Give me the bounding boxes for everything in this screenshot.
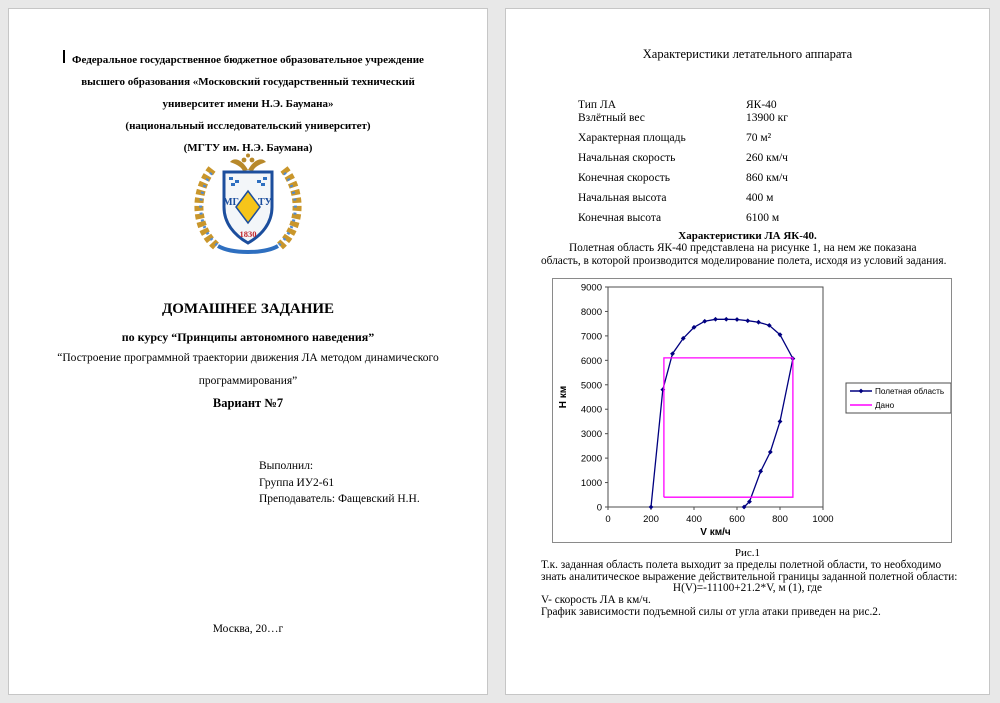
characteristic-row bbox=[578, 99, 777, 111]
char-value: 400 м bbox=[746, 192, 774, 204]
characteristic-row bbox=[578, 172, 788, 184]
char-label: Взлётный вес bbox=[578, 112, 645, 124]
legend-label: Дано bbox=[875, 401, 895, 410]
legend-label: Полетная область bbox=[875, 387, 945, 396]
header-line: университет имени Н.Э. Баумана» bbox=[162, 98, 334, 110]
y-axis-title: Н км bbox=[558, 385, 569, 409]
group-line: Группа ИУ2-61 bbox=[259, 476, 335, 489]
x-tick-label: 0 bbox=[605, 514, 611, 525]
note-next-figure: График зависимости подъемной силы от угла атаки приведен на рис.2. bbox=[541, 606, 881, 618]
y-tick-label: 0 bbox=[596, 502, 602, 514]
header-line: (МГТУ им. Н.Э. Баумана) bbox=[183, 142, 313, 154]
page-2-characteristics[interactable] bbox=[505, 8, 990, 695]
emblem-year: 1830 bbox=[239, 229, 257, 239]
page-1-title-page[interactable] bbox=[8, 8, 488, 695]
char-value: 860 км/ч bbox=[746, 172, 788, 184]
series-line-0 bbox=[651, 319, 793, 507]
teacher-line: Преподаватель: Фащевский Н.Н. bbox=[259, 493, 420, 505]
course-line: по курсу “Принципы автономного наведения” bbox=[121, 330, 375, 344]
characteristic-row bbox=[578, 112, 788, 124]
boundary-formula: H(V)=-11100+21.2*V, м (1), где bbox=[672, 582, 823, 594]
data-point-marker bbox=[713, 317, 718, 322]
header-line: Федеральное государственное бюджетное образовательное учреждение bbox=[72, 54, 424, 66]
y-tick-label: 8000 bbox=[580, 306, 602, 318]
char-value: 6100 м bbox=[746, 212, 780, 224]
series-line-1 bbox=[664, 358, 793, 497]
char-value: 70 м² bbox=[746, 132, 772, 144]
performed-by-label: Выполнил: bbox=[259, 460, 314, 472]
y-tick-label: 5000 bbox=[580, 380, 602, 392]
data-point-marker bbox=[768, 450, 773, 455]
page-2-title: Характеристики летательного аппарата bbox=[642, 47, 853, 61]
y-tick-label: 1000 bbox=[580, 478, 602, 490]
y-tick-label: 7000 bbox=[580, 331, 602, 343]
x-axis-title: V км/ч bbox=[700, 527, 731, 538]
ribbon-bottom bbox=[218, 246, 278, 252]
x-tick-label: 1000 bbox=[812, 514, 834, 525]
author-block bbox=[259, 458, 420, 508]
variant-number: Вариант №7 bbox=[212, 396, 284, 410]
y-tick-label: 4000 bbox=[580, 404, 602, 416]
data-point-marker bbox=[745, 318, 750, 323]
char-label: Конечная скорость bbox=[578, 172, 671, 184]
university-emblem bbox=[186, 149, 310, 257]
characteristic-row bbox=[578, 132, 771, 144]
paragraph-boundary: Т.к. заданная область полета выходит за пределы полетной области, то необходимо знать аналитическое выражение действительной границы заданной полетной области: bbox=[541, 559, 958, 583]
city-year-line: Москва, 20…г bbox=[212, 623, 284, 635]
characteristic-row bbox=[578, 152, 788, 164]
data-point-marker bbox=[778, 419, 783, 424]
header-line: высшего образования «Московский государственный технический bbox=[81, 76, 415, 88]
homework-title: ДОМАШНЕЕ ЗАДАНИЕ bbox=[161, 301, 335, 317]
topic-line-2: программирования” bbox=[198, 375, 298, 387]
char-label: Начальная высота bbox=[578, 192, 667, 204]
x-tick-label: 200 bbox=[643, 514, 659, 525]
y-tick-label: 9000 bbox=[580, 282, 602, 294]
x-tick-label: 600 bbox=[729, 514, 745, 525]
char-value: ЯК-40 bbox=[746, 99, 777, 111]
header-line: (национальный исследовательский университет) bbox=[125, 120, 371, 132]
topic-line-1: “Построение программной траектории движения ЛА методом динамического bbox=[57, 352, 439, 364]
emblem-text-left: МГ bbox=[223, 197, 239, 208]
y-tick-label: 2000 bbox=[580, 453, 602, 465]
data-point-marker bbox=[756, 320, 761, 325]
chart-canvas bbox=[553, 279, 951, 542]
char-label: Характерная площадь bbox=[578, 132, 686, 144]
char-value: 13900 кг bbox=[746, 112, 788, 124]
x-tick-label: 800 bbox=[772, 514, 788, 525]
y-tick-label: 6000 bbox=[580, 355, 602, 367]
data-point-marker bbox=[758, 469, 763, 474]
char-value: 260 км/ч bbox=[746, 152, 788, 164]
eagle-crest bbox=[230, 154, 266, 172]
characteristic-row bbox=[578, 212, 779, 224]
university-header bbox=[9, 49, 487, 159]
char-label: Конечная высота bbox=[578, 212, 662, 224]
figure-caption: Рис.1 bbox=[734, 547, 761, 559]
y-tick-label: 3000 bbox=[580, 429, 602, 441]
characteristic-row bbox=[578, 192, 773, 204]
data-point-marker bbox=[649, 505, 654, 510]
data-point-marker bbox=[724, 317, 729, 322]
x-tick-label: 400 bbox=[686, 514, 702, 525]
section-title: Характеристики ЛА ЯК-40. bbox=[678, 230, 817, 242]
char-label: Начальная скорость bbox=[578, 152, 676, 164]
emblem-text-right: ТУ bbox=[257, 197, 273, 208]
data-point-marker bbox=[735, 317, 740, 322]
flight-envelope-chart[interactable] bbox=[552, 278, 952, 543]
note-speed-units: V- скорость ЛА в км/ч. bbox=[541, 594, 651, 606]
paragraph-flight-envelope: Полетная область ЯК-40 представлена на рисунке 1, на нем же показана область, в которой производится моделирование полета, исходя из условий задания. bbox=[541, 242, 947, 267]
char-label: Тип ЛА bbox=[578, 99, 617, 111]
